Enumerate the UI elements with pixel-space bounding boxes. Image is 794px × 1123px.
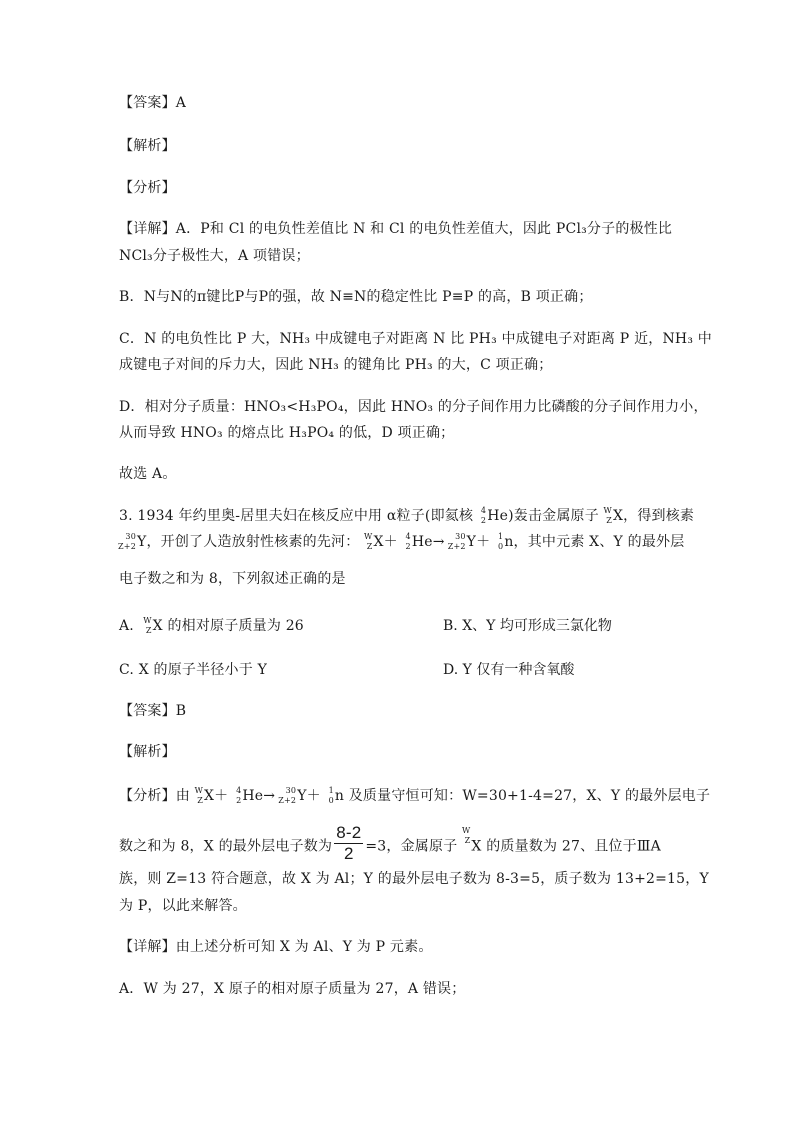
nuclide-n-eq-z: 0: [498, 542, 504, 551]
nuclide-he-fx: [228, 786, 242, 806]
q3-option-b: B. X、Y 均可形成三氯化物: [443, 618, 612, 634]
nuclide-n-fx-z: 0: [328, 796, 334, 805]
q2-option-b-explain: B．N与N的π键比P与P的强，故 N≡N的稳定性比 P≡P 的高，B 项正确；: [119, 289, 593, 305]
q3-fenxi-text-1: 【分析】由: [119, 788, 190, 804]
nuclide-y-fx: [275, 786, 297, 806]
q3-fenxi-line1: [119, 786, 710, 806]
fraction-numerator: 8-2: [336, 823, 362, 842]
q2-option-d-explain-line1: D．相对分子质量：HNO₃<H₃PO₄，因此 HNO₃ 的分子间作用力比磷酸的分子间作用力小，: [119, 399, 708, 415]
q3-stem-text-1: 3. 1934 年约里奥-居里夫妇在核反应中用 α粒子(即氦核: [119, 508, 474, 524]
q3-stem-text-3: X，得到核素: [612, 508, 695, 524]
nuclide-n-eq: [490, 532, 504, 552]
q3-stem-line2-text-1: Y，开创了人造放射性核素的先河：: [137, 534, 360, 550]
nuclide-x-fx-mass: W: [194, 786, 203, 795]
q3-fenxi-line2-text-2: =3，金属原子: [365, 838, 458, 855]
nuclide-x-fx2-mass: W: [461, 826, 471, 835]
fraction-denominator: 2: [343, 844, 354, 863]
nuclide-n-fx-mass: 1: [328, 786, 334, 795]
q3-fenxi-line2-text-3: X 的质量数为 27、且位于ⅢA: [471, 838, 661, 855]
q2-option-c-explain-line1: C．N 的电负性比 P 大，NH₃ 中成键电子对距离 N 比 PH₃ 中成键电子对距离 P 近，NH₃ 中: [119, 331, 712, 347]
nuclide-x-opt-z: Z: [145, 626, 152, 635]
nuclide-x-eq: [359, 532, 373, 552]
q3-stem-line3: 电子数之和为 8，下列叙述正确的是: [119, 571, 346, 587]
q3-detail: 【详解】由上述分析可知 X 为 Al、Y 为 P 元素。: [119, 939, 433, 955]
q2-detail-line1: 【详解】A．P和 Cl 的电负性差值比 N 和 Cl 的电负性差值大，因此 PCl₃分子的极性比: [119, 221, 673, 237]
nuclide-x-opt-mass: W: [143, 616, 152, 625]
nuclide-y-eq-z: Z+2: [447, 542, 466, 551]
nuclide-x-eq-mass: W: [364, 532, 373, 541]
q3-stem-line2-text-3: He→: [411, 534, 445, 550]
q3-fenxi-line4: 为 P，以此来解答。: [119, 898, 247, 914]
q3-stem-text-2: He)轰击金属原子: [487, 508, 599, 524]
q3-option-a: [119, 616, 304, 636]
q3-fenxi-text-4: Y＋: [297, 788, 321, 804]
q3-stem-line2-text-4: Y＋: [466, 534, 491, 550]
nuclide-he-mass: 4: [480, 506, 487, 515]
q2-answer: 【答案】A: [119, 95, 187, 111]
q3-option-d: D. Y 仅有一种含氧酸: [443, 662, 575, 678]
q2-analysis-tag: 【解析】: [119, 138, 176, 154]
q3-stem-line2: [119, 532, 684, 552]
q3-fenxi-line3: 族，则 Z=13 符合题意，故 X 为 Al；Y 的最外层电子数为 8-3=5，质子数为 13+2=15，Y: [119, 871, 709, 887]
q2-conclusion: 故选 A。: [119, 466, 177, 482]
q3-option-a-text: X 的相对原子质量为 26: [152, 618, 304, 634]
q2-option-c-explain-line2: 成键电子对间的斥力大，因此 NH₃ 的键角比 PH₃ 的大，C 项正确；: [119, 357, 553, 373]
nuclide-y-z: Z+2: [118, 542, 136, 551]
q2-fenxi-tag: 【分析】: [119, 180, 176, 196]
nuclide-x: [599, 506, 613, 526]
q3-fenxi-text-2: X＋: [204, 788, 229, 804]
nuclide-x-eq-z: Z: [366, 542, 373, 551]
q3-stem-line2-text-5: n，其中元素 X、Y 的最外层: [504, 534, 685, 550]
q3-option-a-prefix: A.: [119, 618, 134, 634]
nuclide-x-fx: [190, 786, 204, 806]
q3-answer: 【答案】B: [119, 703, 187, 719]
nuclide-x-opt: [139, 616, 153, 636]
q3-fenxi-text-5: n 及质量守恒可知：W=30+1-4=27，X、Y 的最外层电子: [334, 788, 711, 804]
nuclide-y-eq-mass: 30: [455, 532, 466, 541]
q3-fenxi-line2-text-1: 数之和为 8，X 的最外层电子数为: [119, 838, 333, 855]
nuclide-x-mass: W: [603, 506, 612, 515]
nuclide-x-fx2-z: Z: [464, 836, 471, 845]
nuclide-he: [473, 506, 487, 526]
q3-stem-line2-text-2: X＋: [373, 534, 398, 550]
nuclide-he-eq-mass: 4: [405, 532, 411, 541]
nuclide-he-eq-z: 2: [405, 542, 411, 551]
nuclide-he-fx-z: 2: [236, 796, 242, 805]
nuclide-y: [119, 532, 137, 552]
nuclide-he-z: 2: [480, 516, 487, 525]
q3-fenxi-line2: [119, 823, 661, 867]
nuclide-y-fx-z: Z+2: [278, 796, 297, 805]
q3-detail-a: A．W 为 27，X 原子的相对原子质量为 27，A 错误；: [119, 981, 466, 997]
q3-analysis-tag: 【解析】: [119, 744, 176, 760]
nuclide-n-eq-mass: 1: [498, 532, 504, 541]
nuclide-y-mass: 30: [125, 532, 136, 541]
nuclide-x-fx-z: Z: [197, 796, 203, 805]
nuclide-he-eq: [398, 532, 412, 552]
q3-fenxi-text-3: He→: [242, 788, 276, 804]
nuclide-x-fx2: [457, 826, 471, 846]
nuclide-x-z: Z: [606, 516, 612, 525]
nuclide-he-fx-mass: 4: [236, 786, 242, 795]
nuclide-y-fx-mass: 30: [285, 786, 297, 795]
q2-detail-line2: NCl₃分子极性大，A 项错误；: [119, 248, 310, 264]
q2-option-d-explain-line2: 从而导致 HNO₃ 的熔点比 H₃PO₄ 的低，D 项正确；: [119, 425, 455, 441]
q3-stem-line1: [119, 506, 694, 526]
nuclide-n-fx: [321, 786, 335, 806]
fraction: [334, 823, 363, 864]
nuclide-y-eq: [445, 532, 467, 552]
q3-option-c: C. X 的原子半径小于 Y: [119, 662, 268, 678]
